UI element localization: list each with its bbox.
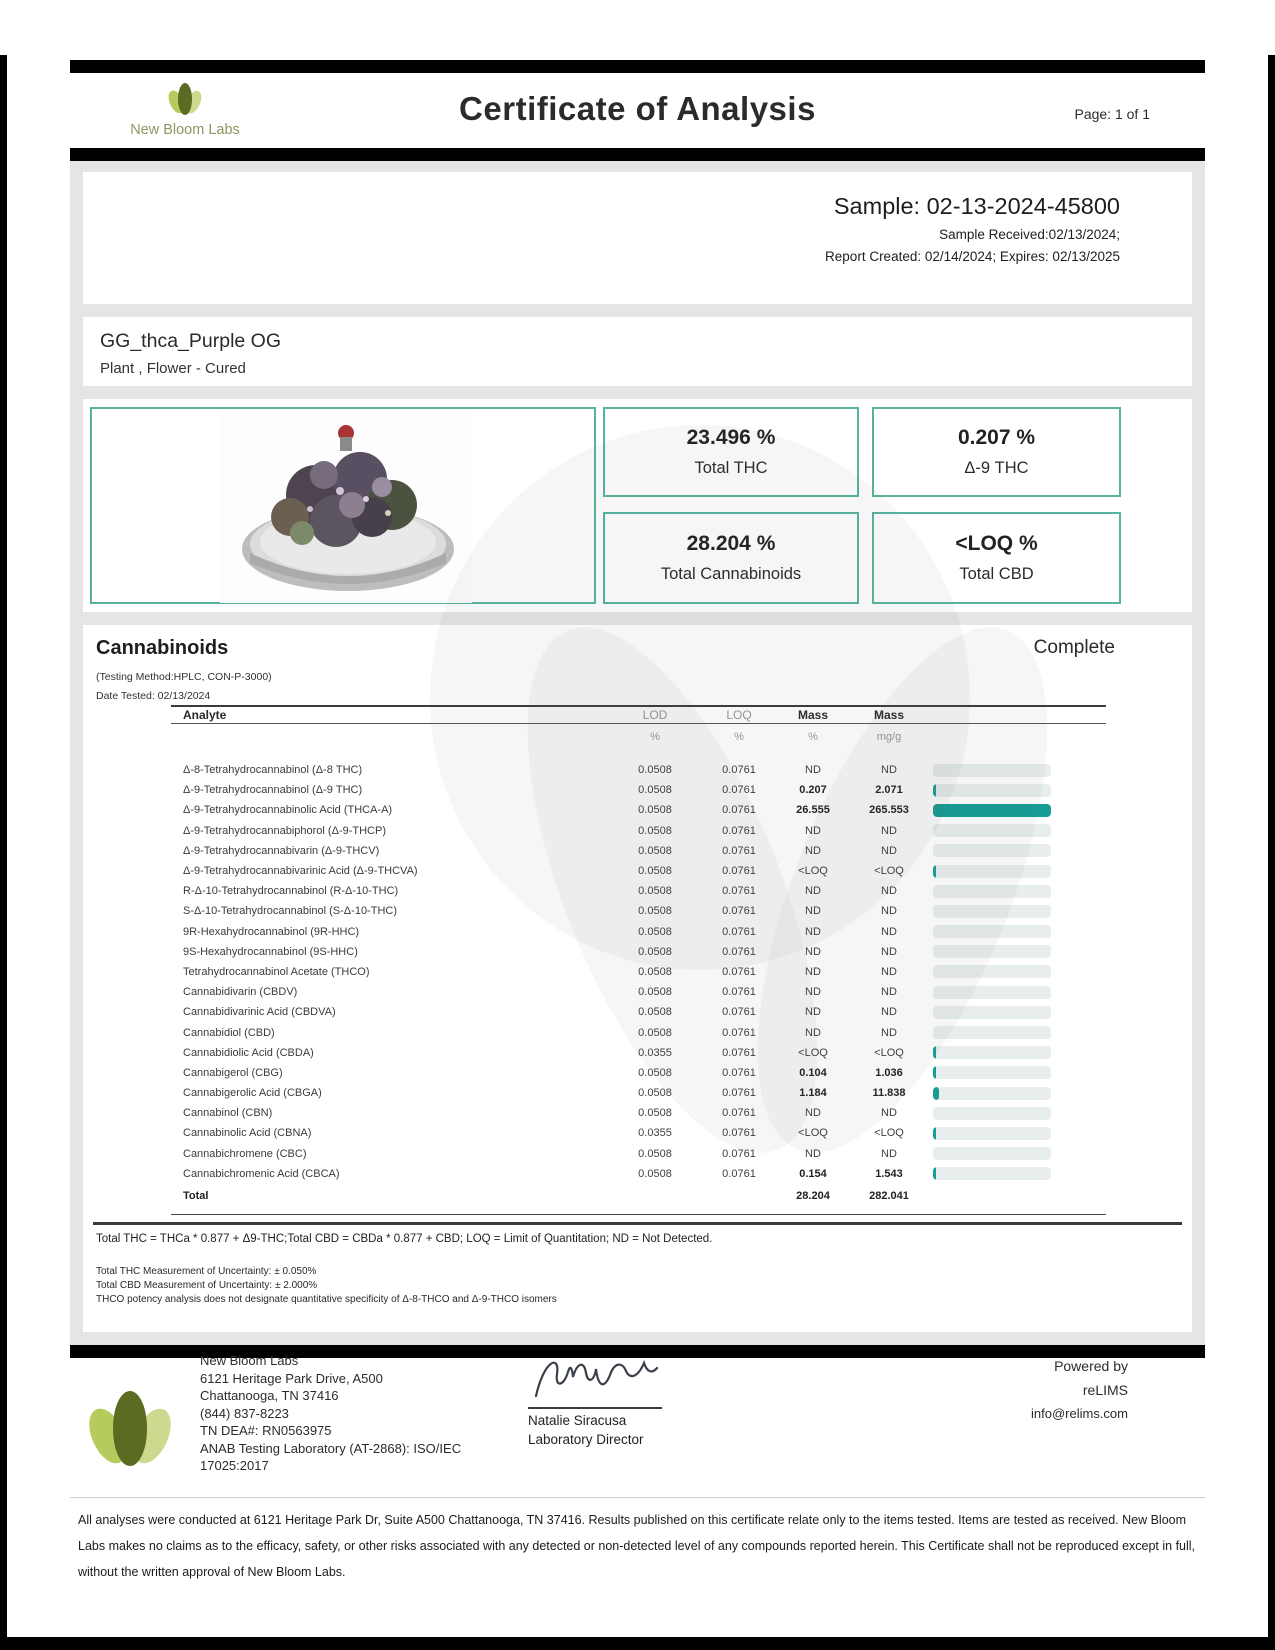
loq-value: 0.0761 — [722, 824, 756, 837]
mass-bar-fill — [933, 1046, 936, 1059]
sample-info-card — [83, 172, 1192, 304]
lab-address-line: ANAB Testing Laboratory (AT-2868): ISO/IEC — [200, 1440, 462, 1456]
loq-value: 0.0761 — [722, 764, 756, 777]
total-thc-label: Total THC — [694, 459, 768, 477]
mass-percent-value: ND — [805, 905, 821, 918]
mass-bar — [931, 905, 1106, 918]
lod-value: 0.0508 — [638, 945, 672, 958]
lod-value: 0.0508 — [638, 1107, 672, 1120]
mass-percent-value: ND — [805, 945, 821, 958]
mass-bar — [931, 885, 1106, 898]
mass-mgg-value: 1.543 — [875, 1167, 903, 1180]
mass-bar-fill — [933, 1087, 939, 1100]
mass-bar-track — [933, 1127, 1051, 1140]
mass-bar-fill — [933, 1167, 936, 1180]
loq-value: 0.0761 — [722, 865, 756, 878]
sample-received: Sample Received:02/13/2024; — [939, 227, 1120, 242]
mass-bar — [931, 1127, 1106, 1140]
mass-bar-fill — [933, 1066, 936, 1079]
table-row — [171, 942, 1106, 962]
table-row — [171, 1123, 1106, 1143]
lab-address-line: (844) 837-8223 — [200, 1405, 289, 1421]
signature — [530, 1350, 662, 1404]
mass-percent-value: 1.184 — [799, 1087, 827, 1100]
total-mass-mgg: 282.041 — [869, 1190, 909, 1203]
page-frame-right — [1268, 55, 1275, 1650]
table-row — [171, 1103, 1106, 1123]
mass-bar — [931, 1147, 1106, 1160]
analyte-name: 9S-Hexahydrocannabinol (9S-HHC) — [183, 945, 358, 958]
mass-mgg-value: ND — [881, 1006, 897, 1019]
mass-mgg-value: ND — [881, 1026, 897, 1039]
table-row — [171, 901, 1106, 921]
table-row — [171, 962, 1106, 982]
table-row — [171, 841, 1106, 861]
total-cbd-box — [872, 512, 1121, 604]
col-analyte: Analyte — [183, 708, 227, 722]
thco-note: THCO potency analysis does not designate quantitative specificity of Δ-8-THCO and Δ-9-THCO isomers — [96, 1294, 557, 1305]
page-number: Page: 1 of 1 — [1074, 106, 1150, 122]
col-mass-pct: Mass — [797, 708, 829, 722]
lod-value: 0.0508 — [638, 1006, 672, 1019]
mass-bar-track — [933, 885, 1051, 898]
mass-percent-value: ND — [805, 885, 821, 898]
total-mass-pct: 28.204 — [796, 1190, 830, 1203]
mass-bar-fill — [933, 1127, 936, 1140]
analyte-name: Δ-9-Tetrahydrocannabinol (Δ-9 THC) — [183, 784, 363, 797]
mass-bar — [931, 945, 1106, 958]
table-row — [171, 1144, 1106, 1164]
lab-address-line: Chattanooga, TN 37416 — [200, 1388, 339, 1403]
total-cannabinoids-value: 28.204 % — [686, 532, 776, 555]
mass-bar — [931, 986, 1106, 999]
total-label: Total — [183, 1190, 209, 1203]
lod-value: 0.0355 — [638, 1127, 672, 1140]
mass-mgg-value: ND — [881, 824, 897, 837]
lod-value: 0.0508 — [638, 844, 672, 857]
d9-thc-label: Δ-9 THC — [964, 459, 1029, 477]
loq-value: 0.0761 — [722, 804, 756, 817]
signer-title: Laboratory Director — [528, 1432, 644, 1447]
mass-mgg-value: ND — [881, 925, 897, 938]
product-type: Plant , Flower - Cured — [100, 360, 246, 377]
mass-percent-value: 0.207 — [799, 784, 827, 797]
table-row — [171, 922, 1106, 942]
total-cbd-label: Total CBD — [959, 565, 1034, 583]
disclaimer-text: All analyses were conducted at 6121 Heritage Park Dr, Suite A500 Chattanooga, TN 37416. Results published on this certificate relate only to the items tested. Items are tested as received. New Bloom Labs makes no claims as to the efficacy, safety, or other risks associated with any detected or non-detected level of any compounds reported herein. This Certificate shall not be reproduced except in full, without the written approval of New Bloom Labs. — [78, 1513, 1196, 1579]
lod-value: 0.0508 — [638, 764, 672, 777]
footnote-rule — [93, 1222, 1182, 1225]
mass-mgg-value: ND — [881, 986, 897, 999]
table-row — [171, 1083, 1106, 1103]
mass-mgg-value: <LOQ — [874, 1127, 904, 1140]
lod-value: 0.0508 — [638, 784, 672, 797]
total-cbd-value: <LOQ % — [955, 532, 1038, 555]
lab-address-line: 6121 Heritage Park Drive, A500 — [200, 1370, 383, 1386]
mass-bar-track — [933, 865, 1051, 878]
analyte-name: Cannabinol (CBN) — [183, 1107, 273, 1120]
mass-bar-track — [933, 1026, 1051, 1039]
mass-bar-track — [933, 1167, 1051, 1180]
mass-bar — [931, 865, 1106, 878]
footer-logo — [92, 1388, 168, 1473]
lims-email: info@relims.com — [1031, 1406, 1128, 1421]
total-cannabinoids-label: Total Cannabinoids — [660, 565, 802, 583]
cbd-uncertainty: Total CBD Measurement of Uncertainty: ± 2.000% — [96, 1280, 318, 1291]
analyte-name: Cannabidivarin (CBDV) — [183, 986, 298, 999]
analyte-name: Δ-9-Tetrahydrocannabiphorol (Δ-9-THCP) — [183, 824, 386, 837]
lod-value: 0.0508 — [638, 1087, 672, 1100]
mass-percent-value: ND — [805, 965, 821, 978]
mass-percent-value: ND — [805, 1147, 821, 1160]
mass-bar-track — [933, 1066, 1051, 1079]
mass-percent-value: ND — [805, 986, 821, 999]
mass-bar — [931, 1167, 1106, 1180]
sample-photo-box — [90, 407, 596, 604]
mass-bar-track — [933, 824, 1051, 837]
mass-mgg-value: 265.553 — [869, 804, 909, 817]
mass-bar-track — [933, 1087, 1051, 1100]
analyte-name: Δ-9-Tetrahydrocannabivarinic Acid (Δ-9-THCVA) — [183, 865, 418, 878]
analyte-name: Cannabidivarinic Acid (CBDVA) — [183, 1006, 336, 1019]
mass-mgg-value: ND — [881, 885, 897, 898]
header-top-bar — [70, 60, 1205, 73]
mass-mgg-value: ND — [881, 945, 897, 958]
loq-value: 0.0761 — [722, 905, 756, 918]
table-row — [171, 800, 1106, 820]
table-row — [171, 982, 1106, 1002]
mass-bar — [931, 784, 1106, 797]
mass-bar — [931, 1066, 1106, 1079]
mass-percent-value: ND — [805, 764, 821, 777]
lod-value: 0.0508 — [638, 824, 672, 837]
lod-value: 0.0508 — [638, 865, 672, 878]
report-created: Report Created: 02/14/2024; Expires: 02/13/2025 — [825, 249, 1120, 264]
testing-method: (Testing Method:HPLC, CON-P-3000) — [96, 671, 272, 683]
analyte-name: Tetrahydrocannabinol Acetate (THCO) — [183, 965, 370, 978]
loq-value: 0.0761 — [722, 1147, 756, 1160]
table-row — [171, 1063, 1106, 1083]
mass-mgg-value: 1.036 — [875, 1066, 903, 1079]
mass-mgg-value: ND — [881, 905, 897, 918]
lod-value: 0.0355 — [638, 1046, 672, 1059]
loq-value: 0.0761 — [722, 1167, 756, 1180]
table-row — [171, 760, 1106, 780]
potency-card — [83, 399, 1192, 612]
mass-bar-track — [933, 1107, 1051, 1120]
section-status: Complete — [1033, 637, 1115, 658]
table-row — [171, 821, 1106, 841]
loq-value: 0.0761 — [722, 986, 756, 999]
analyte-name: Δ-9-Tetrahydrocannabivarin (Δ-9-THCV) — [183, 844, 380, 857]
analyte-name: Δ-9-Tetrahydrocannabinolic Acid (THCA-A) — [183, 804, 393, 817]
total-thc-box — [603, 407, 859, 497]
footnote-formula: Total THC = THCa * 0.877 + Δ9-THC;Total CBD = CBDa * 0.877 + CBD; LOQ = Limit of Quantitation; ND = Not Detected. — [96, 1233, 713, 1245]
lab-address-line: TN DEA#: RN0563975 — [200, 1423, 332, 1438]
mass-percent-value: ND — [805, 925, 821, 938]
mass-mgg-value: ND — [881, 1107, 897, 1120]
analyte-name: Cannabidiolic Acid (CBDA) — [183, 1046, 314, 1059]
table-row — [171, 780, 1106, 800]
lod-value: 0.0508 — [638, 885, 672, 898]
analyte-name: Cannabigerol (CBG) — [183, 1066, 283, 1079]
total-thc-value: 23.496 % — [686, 426, 776, 449]
analyte-name: R-Δ-10-Tetrahydrocannabinol (R-Δ-10-THC) — [183, 885, 399, 898]
lod-value: 0.0508 — [638, 1147, 672, 1160]
sample-photo — [220, 413, 472, 603]
mass-bar — [931, 804, 1106, 817]
table-row — [171, 1022, 1106, 1042]
mass-bar-track — [933, 905, 1051, 918]
total-row — [171, 1186, 1106, 1206]
loq-value: 0.0761 — [722, 945, 756, 958]
date-tested: Date Tested: 02/13/2024 — [96, 690, 211, 702]
analyte-name: Cannabichromenic Acid (CBCA) — [183, 1167, 340, 1180]
logo-text: New Bloom Labs — [130, 122, 240, 138]
loq-value: 0.0761 — [722, 885, 756, 898]
mass-mgg-value: 11.838 — [872, 1087, 906, 1100]
loq-value: 0.0761 — [722, 1087, 756, 1100]
mass-percent-value: ND — [805, 1026, 821, 1039]
mass-percent-value: 0.154 — [799, 1167, 827, 1180]
mass-bar-track — [933, 925, 1051, 938]
table-row — [171, 1043, 1106, 1063]
mass-mgg-value: ND — [881, 844, 897, 857]
table-bottom-rule — [171, 1214, 1106, 1215]
mass-percent-value: <LOQ — [798, 1127, 828, 1140]
mass-bar — [931, 1006, 1106, 1019]
loq-value: 0.0761 — [722, 1127, 756, 1140]
lod-value: 0.0508 — [638, 965, 672, 978]
analyte-name: Cannabichromene (CBC) — [183, 1147, 307, 1160]
mass-percent-value: ND — [805, 844, 821, 857]
table-body — [171, 760, 1106, 1184]
mass-bar-track — [933, 986, 1051, 999]
analyte-name: 9R-Hexahydrocannabinol (9R-HHC) — [183, 925, 360, 938]
mass-percent-value: ND — [805, 1107, 821, 1120]
mass-percent-value: 0.104 — [799, 1066, 827, 1079]
page-frame-bottom — [0, 1637, 1275, 1650]
bloom-leaf-icon-large — [92, 1388, 168, 1468]
loq-value: 0.0761 — [722, 1006, 756, 1019]
loq-value: 0.0761 — [722, 965, 756, 978]
sample-id: Sample: 02-13-2024-45800 — [833, 193, 1120, 219]
analyte-name: Cannabigerolic Acid (CBGA) — [183, 1087, 322, 1100]
product-card — [83, 317, 1192, 386]
cannabinoids-card — [83, 625, 1192, 1332]
disclaimer-divider — [70, 1497, 1205, 1498]
section-title: Cannabinoids — [96, 637, 229, 659]
mass-bar — [931, 925, 1106, 938]
table-header-row — [171, 705, 1106, 724]
loq-value: 0.0761 — [722, 1026, 756, 1039]
loq-value: 0.0761 — [722, 1107, 756, 1120]
lims-name: reLIMS — [1082, 1382, 1128, 1398]
lod-value: 0.0508 — [638, 925, 672, 938]
lod-value: 0.0508 — [638, 804, 672, 817]
lod-value: 0.0508 — [638, 986, 672, 999]
lod-value: 0.0508 — [638, 1167, 672, 1180]
lod-value: 0.0508 — [638, 1066, 672, 1079]
table-row — [171, 1164, 1106, 1184]
mass-bar — [931, 1107, 1106, 1120]
analyte-name: Cannabidiol (CBD) — [183, 1026, 275, 1039]
mass-bar-track — [933, 965, 1051, 978]
product-name: GG_thca_Purple OG — [100, 330, 282, 352]
d9-thc-value: 0.207 % — [957, 426, 1036, 449]
content-area — [70, 161, 1205, 1345]
mass-percent-value: <LOQ — [798, 1046, 828, 1059]
signer-name: Natalie Siracusa — [528, 1413, 627, 1428]
mass-bar-fill — [933, 804, 1051, 817]
table-row — [171, 1002, 1106, 1022]
mass-bar — [931, 764, 1106, 777]
col-loq: LOQ — [726, 708, 752, 722]
loq-value: 0.0761 — [722, 925, 756, 938]
mass-bar-track — [933, 1046, 1051, 1059]
loq-value: 0.0761 — [722, 1066, 756, 1079]
mass-bar-track — [933, 844, 1051, 857]
mass-mgg-value: 2.071 — [875, 784, 903, 797]
mass-bar-track — [933, 1006, 1051, 1019]
page-frame-left — [0, 55, 7, 1650]
analyte-name: Δ-8-Tetrahydrocannabinol (Δ-8 THC) — [183, 764, 363, 777]
mass-percent-value: <LOQ — [798, 865, 828, 878]
header-bottom-bar — [70, 148, 1205, 161]
powered-by-label: Powered by — [1054, 1358, 1128, 1374]
d9-thc-box — [872, 407, 1121, 497]
mass-mgg-value: ND — [881, 764, 897, 777]
mass-mgg-value: <LOQ — [874, 1046, 904, 1059]
analyte-name: Cannabinolic Acid (CBNA) — [183, 1127, 312, 1140]
mass-bar-track — [933, 764, 1051, 777]
loq-value: 0.0761 — [722, 1046, 756, 1059]
lab-address-line: New Bloom Labs — [200, 1353, 299, 1368]
mass-bar-track — [933, 945, 1051, 958]
mass-bar — [931, 965, 1106, 978]
mass-percent-value: ND — [805, 1006, 821, 1019]
table-row — [171, 881, 1106, 901]
page-title: Certificate of Analysis — [459, 90, 816, 127]
powered-by-block — [1031, 1358, 1128, 1421]
mass-percent-value: ND — [805, 824, 821, 837]
cannabinoids-table — [171, 705, 1106, 1215]
mass-mgg-value: <LOQ — [874, 865, 904, 878]
mass-bar — [931, 1046, 1106, 1059]
mass-bar — [931, 844, 1106, 857]
mass-bar-fill — [933, 784, 936, 797]
signature-line — [528, 1407, 662, 1409]
total-cannabinoids-box — [603, 512, 859, 604]
table-row — [171, 861, 1106, 881]
mass-percent-value: 26.555 — [796, 804, 830, 817]
thc-uncertainty: Total THC Measurement of Uncertainty: ± 0.050% — [96, 1266, 317, 1277]
mass-bar — [931, 824, 1106, 837]
loq-value: 0.0761 — [722, 784, 756, 797]
loq-value: 0.0761 — [722, 844, 756, 857]
mass-bar — [931, 1087, 1106, 1100]
col-mass-mgg: Mass — [873, 708, 905, 722]
mass-bar-fill — [933, 865, 936, 878]
mass-bar-track — [933, 784, 1051, 797]
analyte-name: S-Δ-10-Tetrahydrocannabinol (S-Δ-10-THC) — [183, 905, 397, 918]
header — [70, 73, 1205, 148]
mass-bar — [931, 1026, 1106, 1039]
mass-bar-track — [933, 804, 1051, 817]
mass-mgg-value: ND — [881, 965, 897, 978]
lod-value: 0.0508 — [638, 905, 672, 918]
mass-bar-track — [933, 1147, 1051, 1160]
table-units-row: % % % mg/g — [650, 731, 902, 743]
lod-value: 0.0508 — [638, 1026, 672, 1039]
lab-address-line: 17025:2017 — [200, 1458, 269, 1473]
mass-mgg-value: ND — [881, 1147, 897, 1160]
col-lod: LOD — [642, 708, 668, 722]
lab-address-block — [200, 1352, 461, 1475]
